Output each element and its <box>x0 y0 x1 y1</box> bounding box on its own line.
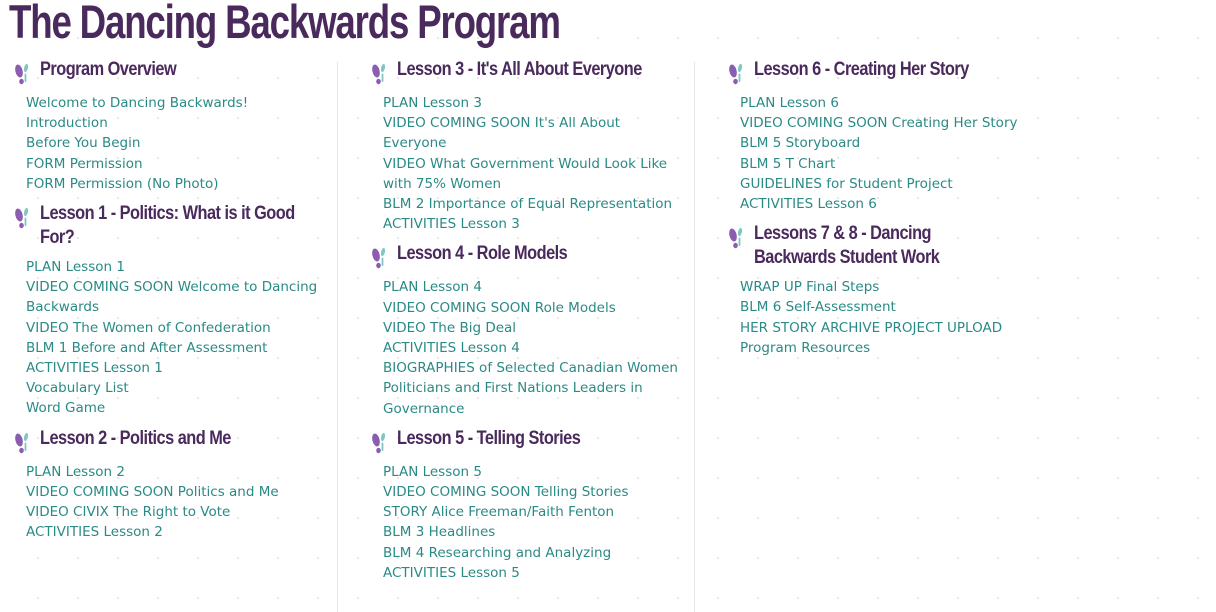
link-blm-5-t-chart[interactable]: BLM 5 T Chart <box>740 155 836 172</box>
dancing-shoes-icon <box>369 246 389 270</box>
link-activities-lesson-2[interactable]: ACTIVITIES Lesson 2 <box>26 524 163 541</box>
link-form-permission[interactable]: FORM Permission <box>26 155 143 172</box>
list-item <box>740 277 1056 297</box>
list-item <box>26 358 342 378</box>
list-item <box>383 154 699 194</box>
link-before-you-begin[interactable]: Before You Begin <box>26 135 141 152</box>
link-introduction[interactable]: Introduction <box>26 115 108 132</box>
link-activities-lesson-5[interactable]: ACTIVITIES Lesson 5 <box>383 564 520 581</box>
column-3 <box>726 58 1056 366</box>
column-2 <box>369 58 699 591</box>
section-lesson-5 <box>369 427 699 583</box>
link-video-coming-soon-creating-her-story[interactable]: VIDEO COMING SOON Creating Her Story <box>740 115 1018 132</box>
list-item <box>26 502 342 522</box>
link-blm-1-before-and-after-assessment[interactable]: BLM 1 Before and After Assessment <box>26 339 268 356</box>
list-item <box>26 482 342 502</box>
section-header <box>12 202 342 250</box>
link-video-what-government-would-look-like-with-75-women[interactable]: VIDEO What Government Would Look Like with 75% Women <box>383 155 668 192</box>
link-list <box>369 93 699 234</box>
link-program-resources[interactable]: Program Resources <box>740 339 871 356</box>
link-plan-lesson-6[interactable]: PLAN Lesson 6 <box>740 95 839 111</box>
link-wrap-up-final-steps[interactable]: WRAP UP Final Steps <box>740 279 880 296</box>
section-title: Program Overview <box>40 59 177 80</box>
section-header <box>12 427 342 455</box>
list-item <box>383 194 699 214</box>
section-lesson-4 <box>369 242 699 418</box>
link-blm-2-importance-of-equal-representation[interactable]: BLM 2 Importance of Equal Representation <box>383 196 673 213</box>
list-item <box>740 318 1056 338</box>
list-item <box>740 338 1056 358</box>
list-item <box>26 257 342 277</box>
link-plan-lesson-4[interactable]: PLAN Lesson 4 <box>383 279 482 296</box>
section-lesson-1 <box>12 202 342 419</box>
link-story-alice-freeman-faith-fenton[interactable]: STORY Alice Freeman/Faith Fenton <box>383 504 615 521</box>
list-item <box>383 543 699 563</box>
link-activities-lesson-3[interactable]: ACTIVITIES Lesson 3 <box>383 216 520 233</box>
list-item <box>740 194 1056 214</box>
list-item <box>383 563 699 583</box>
link-list <box>12 257 342 419</box>
link-list <box>726 277 1056 358</box>
link-blm-4-researching-and-analyzing[interactable]: BLM 4 Researching and Analyzing <box>383 544 612 561</box>
list-item <box>740 113 1056 133</box>
link-plan-lesson-3[interactable]: PLAN Lesson 3 <box>383 95 482 111</box>
list-item <box>383 298 699 318</box>
link-list <box>12 462 342 543</box>
link-welcome-to-dancing-backwards[interactable]: Welcome to Dancing Backwards! <box>26 95 249 111</box>
section-header <box>369 58 699 86</box>
list-item <box>26 338 342 358</box>
list-item <box>740 133 1056 153</box>
link-video-coming-soon-it-s-all-about-everyone[interactable]: VIDEO COMING SOON It's All About Everyone <box>383 115 621 152</box>
list-item <box>26 318 342 338</box>
list-item <box>26 154 342 174</box>
list-item <box>740 174 1056 194</box>
link-video-coming-soon-politics-and-me[interactable]: VIDEO COMING SOON Politics and Me <box>26 483 279 500</box>
column-1 <box>12 58 342 550</box>
list-item <box>383 93 699 113</box>
list-item <box>383 358 699 419</box>
link-her-story-archive-project-upload[interactable]: HER STORY ARCHIVE PROJECT UPLOAD <box>740 319 1003 336</box>
list-item <box>383 502 699 522</box>
link-biographies-of-selected-canadian-women-politicians-and-first-nations-leaders-in-governance[interactable]: BIOGRAPHIES of Selected Canadian Women Politicians and First Nations Leaders in Governance <box>383 360 678 417</box>
link-list <box>726 93 1056 214</box>
section-title: Lesson 3 - It's All About Everyone <box>397 59 642 80</box>
section-header <box>726 222 1056 270</box>
section-header <box>369 427 699 455</box>
dancing-shoes-icon <box>369 431 389 455</box>
list-item <box>26 174 342 194</box>
link-plan-lesson-1[interactable]: PLAN Lesson 1 <box>26 259 125 276</box>
link-activities-lesson-4[interactable]: ACTIVITIES Lesson 4 <box>383 340 520 357</box>
section-header <box>369 242 699 270</box>
list-item <box>383 482 699 502</box>
section-title: Lesson 4 - Role Models <box>397 243 568 265</box>
link-list <box>12 93 342 194</box>
link-blm-6-self-assessment[interactable]: BLM 6 Self-Assessment <box>740 299 896 316</box>
section-lessons-7-and-8 <box>726 222 1056 358</box>
dancing-shoes-icon <box>726 226 746 250</box>
list-item <box>26 378 342 398</box>
link-video-the-big-deal[interactable]: VIDEO The Big Deal <box>383 319 517 336</box>
list-item <box>26 522 342 542</box>
list-item <box>383 113 699 153</box>
list-item <box>383 277 699 297</box>
section-program-overview <box>12 58 342 194</box>
list-item <box>740 154 1056 174</box>
list-item <box>26 398 342 418</box>
list-item <box>26 93 342 113</box>
list-item <box>383 214 699 234</box>
link-video-civix-the-right-to-vote[interactable]: VIDEO CIVIX The Right to Vote <box>26 504 231 521</box>
list-item <box>383 318 699 338</box>
list-item <box>383 338 699 358</box>
section-title: Lesson 2 - Politics and Me <box>40 427 231 449</box>
section-title: Lessons 7 & 8 - Dancing Backwards Student Work <box>754 223 940 269</box>
section-title: Lesson 5 - Telling Stories <box>397 427 581 449</box>
link-guidelines-for-student-project[interactable]: GUIDELINES for Student Project <box>740 175 953 192</box>
link-form-permission-no-photo[interactable]: FORM Permission (No Photo) <box>26 175 219 192</box>
link-video-coming-soon-welcome-to-dancing-backwards[interactable]: VIDEO COMING SOON Welcome to Dancing Backwards <box>26 279 318 316</box>
dancing-shoes-icon <box>12 62 32 86</box>
section-header <box>12 58 342 86</box>
dancing-shoes-icon <box>12 431 32 455</box>
list-item <box>383 522 699 542</box>
link-blm-5-storyboard[interactable]: BLM 5 Storyboard <box>740 135 861 152</box>
link-plan-lesson-2[interactable]: PLAN Lesson 2 <box>26 463 125 480</box>
list-item <box>26 277 342 317</box>
link-vocabulary-list[interactable]: Vocabulary List <box>26 380 129 397</box>
section-lesson-6 <box>726 58 1056 214</box>
link-video-coming-soon-telling-stories[interactable]: VIDEO COMING SOON Telling Stories <box>383 484 629 501</box>
link-video-the-women-of-confederation[interactable]: VIDEO The Women of Confederation <box>26 319 271 336</box>
list-item <box>383 462 699 482</box>
link-list <box>369 462 699 583</box>
link-plan-lesson-5[interactable]: PLAN Lesson 5 <box>383 463 482 480</box>
dancing-shoes-icon <box>369 62 389 86</box>
link-blm-3-headlines[interactable]: BLM 3 Headlines <box>383 524 496 541</box>
list-item <box>26 133 342 153</box>
link-video-coming-soon-role-models[interactable]: VIDEO COMING SOON Role Models <box>383 299 616 316</box>
link-list <box>369 277 699 418</box>
section-title: Lesson 1 - Politics: What is it Good For? <box>40 203 295 249</box>
section-title: Lesson 6 - Creating Her Story <box>754 59 969 80</box>
list-item <box>740 93 1056 113</box>
dancing-shoes-icon <box>726 62 746 86</box>
list-item <box>26 113 342 133</box>
section-header <box>726 58 1056 86</box>
page-title: The Dancing Backwards Program <box>9 0 560 48</box>
list-item <box>740 297 1056 317</box>
dancing-shoes-icon <box>12 206 32 230</box>
section-lesson-3 <box>369 58 699 234</box>
section-lesson-2 <box>12 427 342 543</box>
link-activities-lesson-6[interactable]: ACTIVITIES Lesson 6 <box>740 196 877 213</box>
list-item <box>26 462 342 482</box>
link-word-game[interactable]: Word Game <box>26 400 106 417</box>
link-activities-lesson-1[interactable]: ACTIVITIES Lesson 1 <box>26 360 163 377</box>
